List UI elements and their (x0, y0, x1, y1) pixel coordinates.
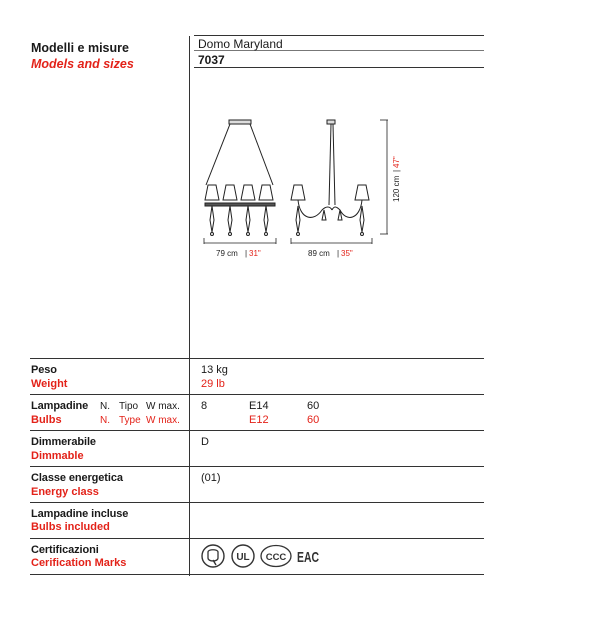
ccc-icon (260, 544, 292, 568)
row-rule-energy (30, 466, 484, 467)
included-label-en: Bulbs included (31, 521, 110, 533)
product-code: 7037 (198, 53, 225, 67)
bulbs-col-type-en: Type (119, 415, 141, 426)
bulbs-type-en: E12 (249, 414, 269, 426)
bulbs-watt-it: 60 (307, 400, 320, 412)
dimmable-label-it: Dimmerabile (31, 436, 96, 448)
header-rule-top (194, 35, 484, 36)
certifications-label-en: Cerification Marks (31, 557, 127, 569)
row-rule-end (30, 574, 484, 575)
width-right-label: 89 cm (308, 249, 330, 258)
section-title-it: Modelli e misure (31, 41, 129, 55)
ul-icon (230, 543, 256, 569)
ccc-icon-text: CCC (265, 552, 287, 563)
weight-label-it: Peso (31, 364, 57, 376)
height-sep: | (392, 169, 401, 172)
included-label-it: Lampadine incluse (31, 508, 129, 520)
certifications-label-it: Certificazioni (31, 544, 99, 556)
row-rule-bulbs (30, 394, 484, 395)
bulbs-watt-en: 60 (307, 414, 320, 426)
width-left-label: 79 cm (216, 249, 238, 258)
weight-label-en: Weight (31, 378, 68, 390)
height-in: 47" (392, 156, 401, 168)
dimmable-label-en: Dimmable (31, 450, 84, 462)
row-rule-included (30, 502, 484, 503)
energy-label-en: Energy class (31, 486, 99, 498)
bulbs-col-type-it: Tipo (119, 401, 139, 412)
row-rule-weight (30, 358, 484, 359)
bulbs-label-en: Bulbs (31, 414, 62, 426)
header-rule-bottom (194, 67, 484, 68)
chandelier-drawing (194, 110, 414, 270)
weight-value-en: 29 lb (201, 378, 225, 390)
row-rule-dimmable (30, 430, 484, 431)
weight-value-it: 13 kg (201, 364, 228, 376)
bulbs-count: 8 (201, 400, 208, 412)
bulbs-type-it: E14 (249, 400, 269, 412)
product-name: Domo Maryland (198, 37, 283, 51)
row-rule-certifications (30, 538, 484, 539)
energy-value: (01) (201, 472, 221, 484)
section-title-en: Models and sizes (31, 57, 134, 71)
eac-icon (296, 545, 320, 567)
width-left-sep: | (245, 249, 248, 258)
ul-icon-text: UL (236, 552, 250, 563)
bulbs-col-n-it: N. (100, 401, 110, 412)
bulbs-label-it: Lampadine (31, 400, 89, 412)
height-label: 120 cm (392, 175, 401, 202)
energy-label-it: Classe energetica (31, 472, 123, 484)
width-right-in: 35" (341, 249, 353, 258)
bulbs-col-w-en: W max. (146, 415, 180, 426)
bulbs-col-w-it: W max. (146, 401, 180, 412)
width-right-sep: | (337, 249, 340, 258)
dimmable-value: D (201, 436, 209, 448)
bulbs-col-n-en: N. (100, 415, 110, 426)
column-divider (189, 36, 190, 576)
imq-icon (200, 543, 226, 569)
eac-icon-text: EAC (297, 549, 320, 566)
width-left-in: 31" (249, 249, 261, 258)
